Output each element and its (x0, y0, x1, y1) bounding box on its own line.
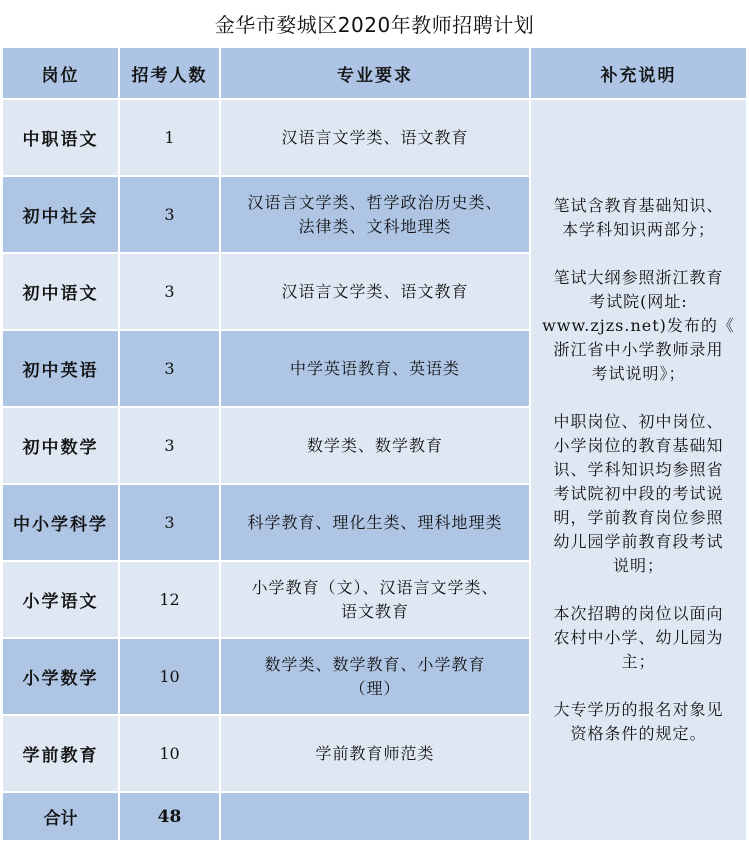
count-cell: 3 (120, 485, 219, 560)
total-count: 48 (120, 793, 219, 840)
count-cell: 10 (120, 716, 219, 791)
major-cell: 中学英语教育、英语类 (221, 331, 529, 406)
major-cell: 数学类、数学教育 (221, 408, 529, 483)
table-header-row (3, 48, 746, 98)
post-cell: 小学数学 (3, 639, 118, 714)
header-count: 招考人数 (120, 48, 219, 98)
major-cell: 汉语言文学类、语文教育 (221, 254, 529, 329)
post-cell: 中职语文 (3, 100, 118, 175)
count-cell: 3 (120, 331, 219, 406)
page-title: 金华市婺城区2020年教师招聘计划 (214, 12, 535, 37)
major-cell: 汉语言文学类、语文教育 (221, 100, 529, 175)
total-major-empty (221, 793, 529, 840)
note-paragraph: 本次招聘的岗位以面向 农村中小学、幼儿园为 主； (553, 604, 724, 671)
post-cell: 初中数学 (3, 408, 118, 483)
major-cell: 学前教育师范类 (221, 716, 529, 791)
header-major: 专业要求 (221, 48, 529, 98)
header-notes: 补充说明 (531, 48, 746, 98)
count-cell: 1 (120, 100, 219, 175)
post-cell: 初中社会 (3, 177, 118, 252)
count-cell: 10 (120, 639, 219, 714)
post-cell: 中小学科学 (3, 485, 118, 560)
note-paragraph: 中职岗位、初中岗位、 小学岗位的教育基础知 识、学科知识均参照省 考试院初中段的考试说 明，学前教育岗位参照 幼儿园学前教育段考试 说明； (553, 412, 724, 575)
header-post: 岗位 (3, 48, 118, 98)
recruitment-table (1, 46, 748, 842)
post-cell: 初中语文 (3, 254, 118, 329)
note-paragraph: 笔试大纲参照浙江教育 考试院(网址: www.zjzs.net)发布的《 浙江省中小学教师录用 考试说明》； (542, 268, 735, 383)
count-cell: 3 (120, 254, 219, 329)
note-paragraph: 笔试含教育基础知识、 本学科知识两部分； (553, 196, 724, 239)
table-row (3, 100, 746, 175)
major-cell: 科学教育、理化生类、理科地理类 (221, 485, 529, 560)
count-cell: 12 (120, 562, 219, 637)
note-paragraph: 大专学历的报名对象见 资格条件的规定。 (553, 700, 724, 743)
total-label: 合计 (3, 793, 118, 840)
post-cell: 小学语文 (3, 562, 118, 637)
major-cell: 汉语言文学类、哲学政治历史类、 法律类、文科地理类 (221, 177, 529, 252)
post-cell: 学前教育 (3, 716, 118, 791)
major-cell: 小学教育（文）、汉语言文学类、 语文教育 (221, 562, 529, 637)
notes-cell (531, 100, 746, 840)
major-cell: 数学类、数学教育、小学教育 （理） (221, 639, 529, 714)
post-cell: 初中英语 (3, 331, 118, 406)
count-cell: 3 (120, 177, 219, 252)
count-cell: 3 (120, 408, 219, 483)
